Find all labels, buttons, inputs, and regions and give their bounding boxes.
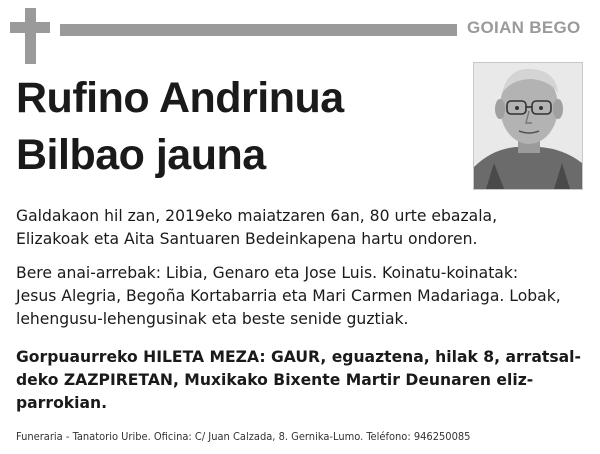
header-rule	[60, 24, 457, 36]
text-line: Elizakoak eta Aita Santuaren Bedeinkapena hartu ondoren.	[16, 230, 478, 248]
text-line: parrokian.	[16, 394, 108, 412]
portrait-photo	[473, 62, 583, 190]
text-line: lehengusu-lehengusinak eta beste senide guztiak.	[16, 310, 409, 328]
text-line: Bere anai-arrebak: Libia, Genaro eta Jose Luis. Koinatu-koinatak:	[16, 264, 519, 282]
name-line: Bilbao jauna	[16, 131, 266, 179]
name-line: Rufino Andrinua	[16, 74, 344, 122]
deceased-name	[16, 70, 344, 184]
funeral-mass-paragraph	[16, 346, 588, 415]
relatives-paragraph	[16, 262, 588, 331]
funeral-home-footer: Funeraria - Tanatorio Uribe. Oficina: C/ Juan Calzada, 8. Gernika-Lumo. Teléfono: 946250085	[16, 430, 471, 443]
text-line: Gorpuaurreko HILETA MEZA: GAUR, eguaztena, hilak 8, arratsal-	[16, 348, 581, 366]
text-line: deko ZAZPIRETAN, Muxikako Bixente Martir Deunaren eliz-	[16, 371, 534, 389]
section-label: GOIAN BEGO	[467, 18, 581, 37]
cross-icon-arm	[10, 22, 50, 33]
cross-icon	[25, 8, 36, 64]
text-line: Galdakaon hil zan, 2019eko maiatzaren 6an, 80 urte ebazala,	[16, 207, 498, 225]
text-line: Jesus Alegria, Begoña Kortabarria eta Mari Carmen Madariaga. Lobak,	[16, 287, 561, 305]
death-notice-paragraph	[16, 205, 588, 251]
